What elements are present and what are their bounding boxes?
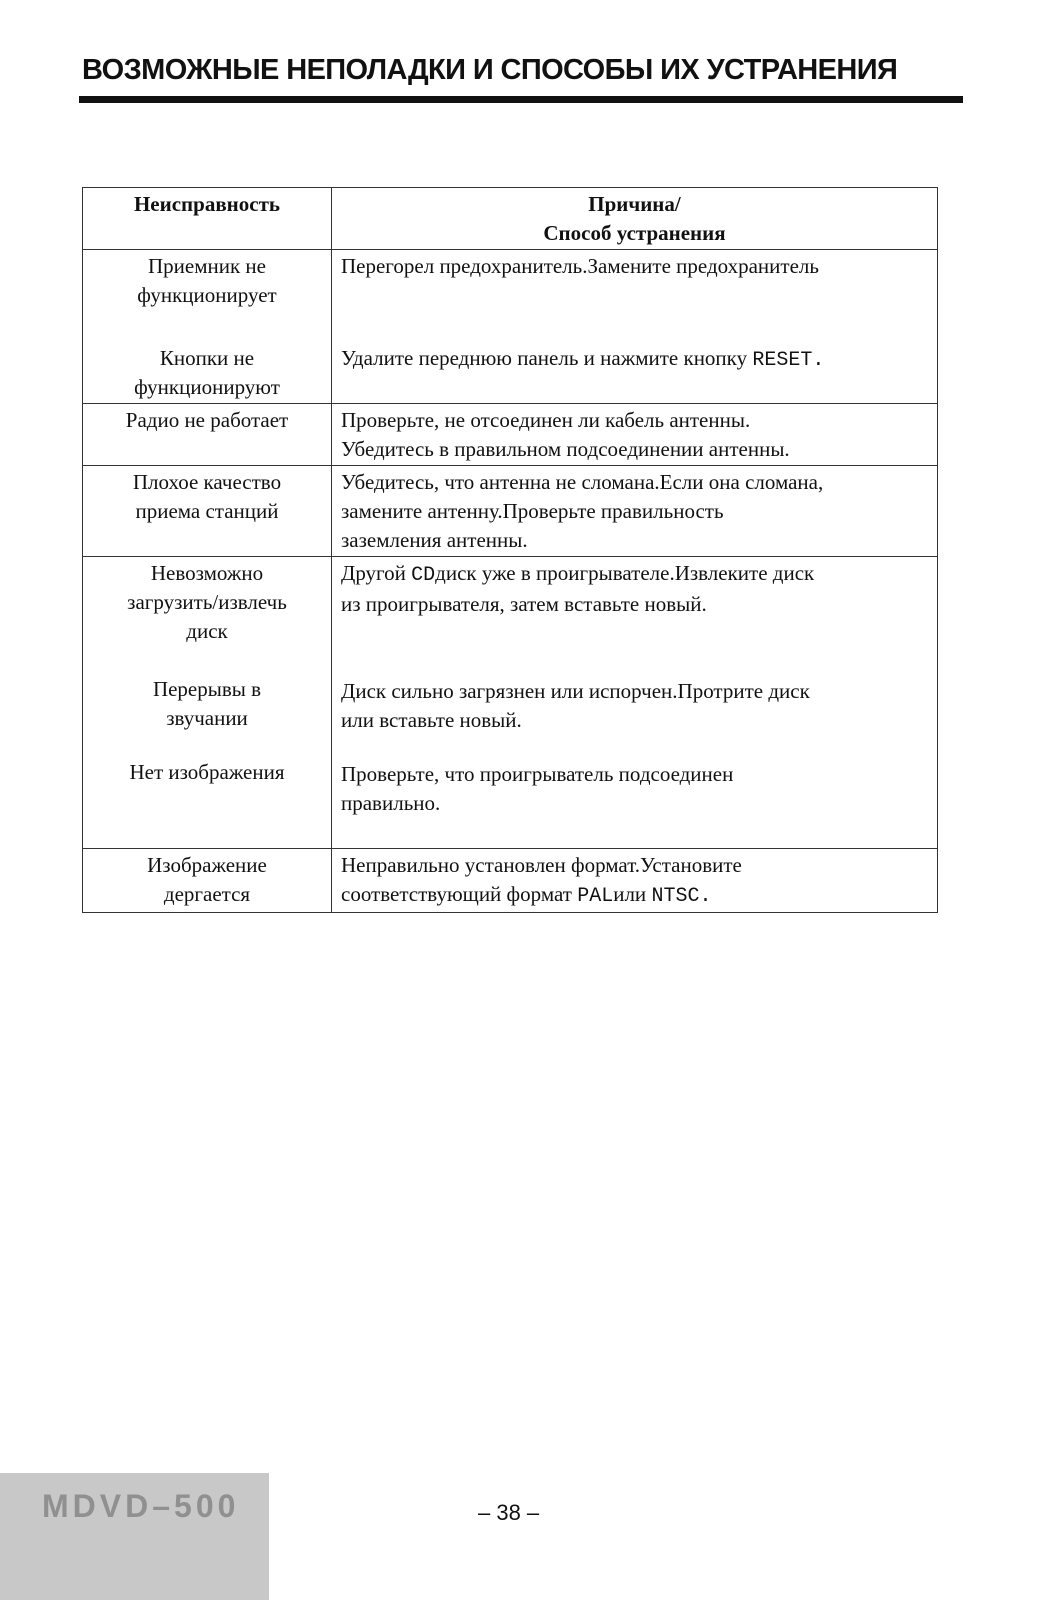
model-label: MDVD–500: [42, 1488, 240, 1524]
cause-cell: Убедитесь, что антенна не сломана.Если она сломана, замените антенну.Проверьте правильность заземления антенны.: [332, 466, 938, 557]
troubleshooting-table: [82, 187, 938, 913]
table-row: [83, 849, 938, 913]
title-rule: [79, 96, 963, 103]
fault-cell: Радио не работает: [83, 404, 332, 466]
table-header-row: [83, 188, 938, 250]
fault-cell: Приемник не функционирует Кнопки не функционируют: [83, 250, 332, 404]
cause-cell: Перегорел предохранитель.Замените предохранитель Удалите переднюю панель и нажмите кнопку RESET.: [332, 250, 938, 404]
table-row: [83, 557, 938, 849]
fault-cell: Изображение дергается: [83, 849, 332, 913]
table-row: [83, 466, 938, 557]
header-cause: Причина/ Способ устранения: [332, 188, 938, 250]
page-number: – 38 –: [478, 1500, 540, 1525]
cause-cell: Другой CDдиск уже в проигрывателе.Извлеките диск из проигрывателя, затем вставьте новый. Диск сильно загрязнен или испорчен.Протрите диск или вставьте новый. Проверьте, что проигрыватель подсоединен правильно.: [332, 557, 938, 849]
table-row: [83, 404, 938, 466]
cause-cell: Неправильно установлен формат.Установите соответствующий формат PALили NTSC.: [332, 849, 938, 913]
cause-cell: Проверьте, не отсоединен ли кабель антенны. Убедитесь в правильном подсоединении антенны.: [332, 404, 938, 466]
table-row: [83, 250, 938, 404]
fault-cell: Плохое качество приема станций: [83, 466, 332, 557]
page-title: ВОЗМОЖНЫЕ НЕПОЛАДКИ И СПОСОБЫ ИХ УСТРАНЕНИЯ: [82, 54, 898, 86]
header-fault: Неисправность: [83, 188, 332, 250]
fault-cell: Невозможно загрузить/извлечь диск Перерывы в звучании Нет изображения: [83, 557, 332, 849]
troubleshooting-table-wrap: [82, 187, 937, 913]
